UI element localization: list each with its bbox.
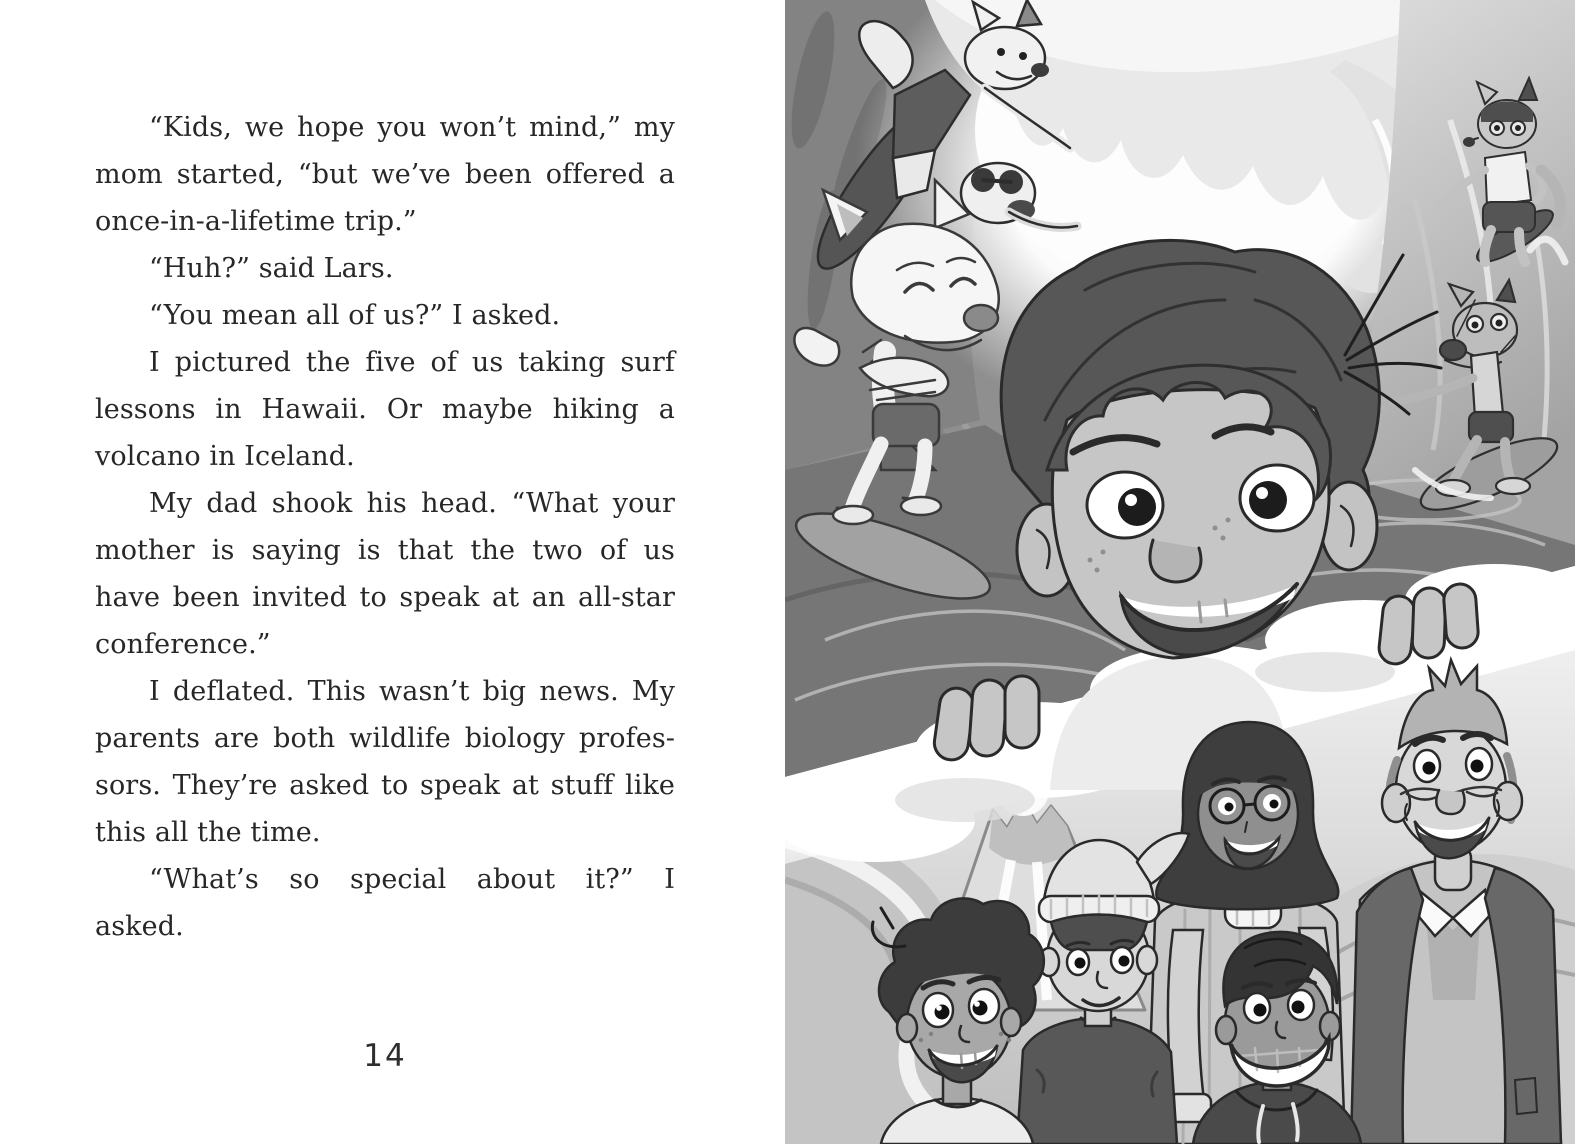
text-line: mom started, “but we’ve been offered a — [95, 159, 675, 190]
paragraph — [95, 245, 675, 292]
illustration-svg — [785, 0, 1575, 1144]
text-line: asked. — [95, 911, 184, 942]
text-line: “What’s so special about it?” I — [149, 864, 675, 895]
text-line: parents are both wildlife biology profes- — [95, 723, 675, 754]
paragraph — [95, 104, 675, 245]
paragraph — [95, 480, 675, 668]
text-page — [0, 0, 785, 1144]
text-line: “You mean all of us?” I asked. — [149, 300, 561, 331]
story-text — [95, 104, 675, 950]
paragraph — [95, 292, 675, 339]
text-line: this all the time. — [95, 817, 321, 848]
text-line: My dad shook his head. “What your — [149, 488, 675, 519]
paragraph — [95, 856, 675, 950]
text-line: “Huh?” said Lars. — [149, 253, 394, 284]
text-line: I deflated. This wasn’t big news. My — [149, 676, 675, 707]
text-line: have been invited to speak at an all-star — [95, 582, 675, 613]
text-line: I pictured the five of us taking surf — [149, 347, 675, 378]
text-line: mother is saying is that the two of us — [95, 535, 675, 566]
text-line: sors. They’re asked to speak at stuff like — [95, 770, 675, 801]
text-line: once-in-a-lifetime trip.” — [95, 206, 417, 237]
illustration — [785, 0, 1575, 1144]
text-line: “Kids, we hope you won’t mind,” my — [149, 112, 675, 143]
page-number: 14 — [363, 1038, 407, 1074]
dad-nose — [1436, 790, 1464, 814]
paragraph — [95, 339, 675, 480]
boy-left-hand — [932, 676, 1039, 762]
paragraph — [95, 668, 675, 856]
text-line: volcano in Iceland. — [95, 441, 355, 472]
text-line: conference.” — [95, 629, 271, 660]
text-line: lessons in Hawaii. Or maybe hiking a — [95, 394, 675, 425]
beanie-bangs — [1051, 915, 1147, 951]
